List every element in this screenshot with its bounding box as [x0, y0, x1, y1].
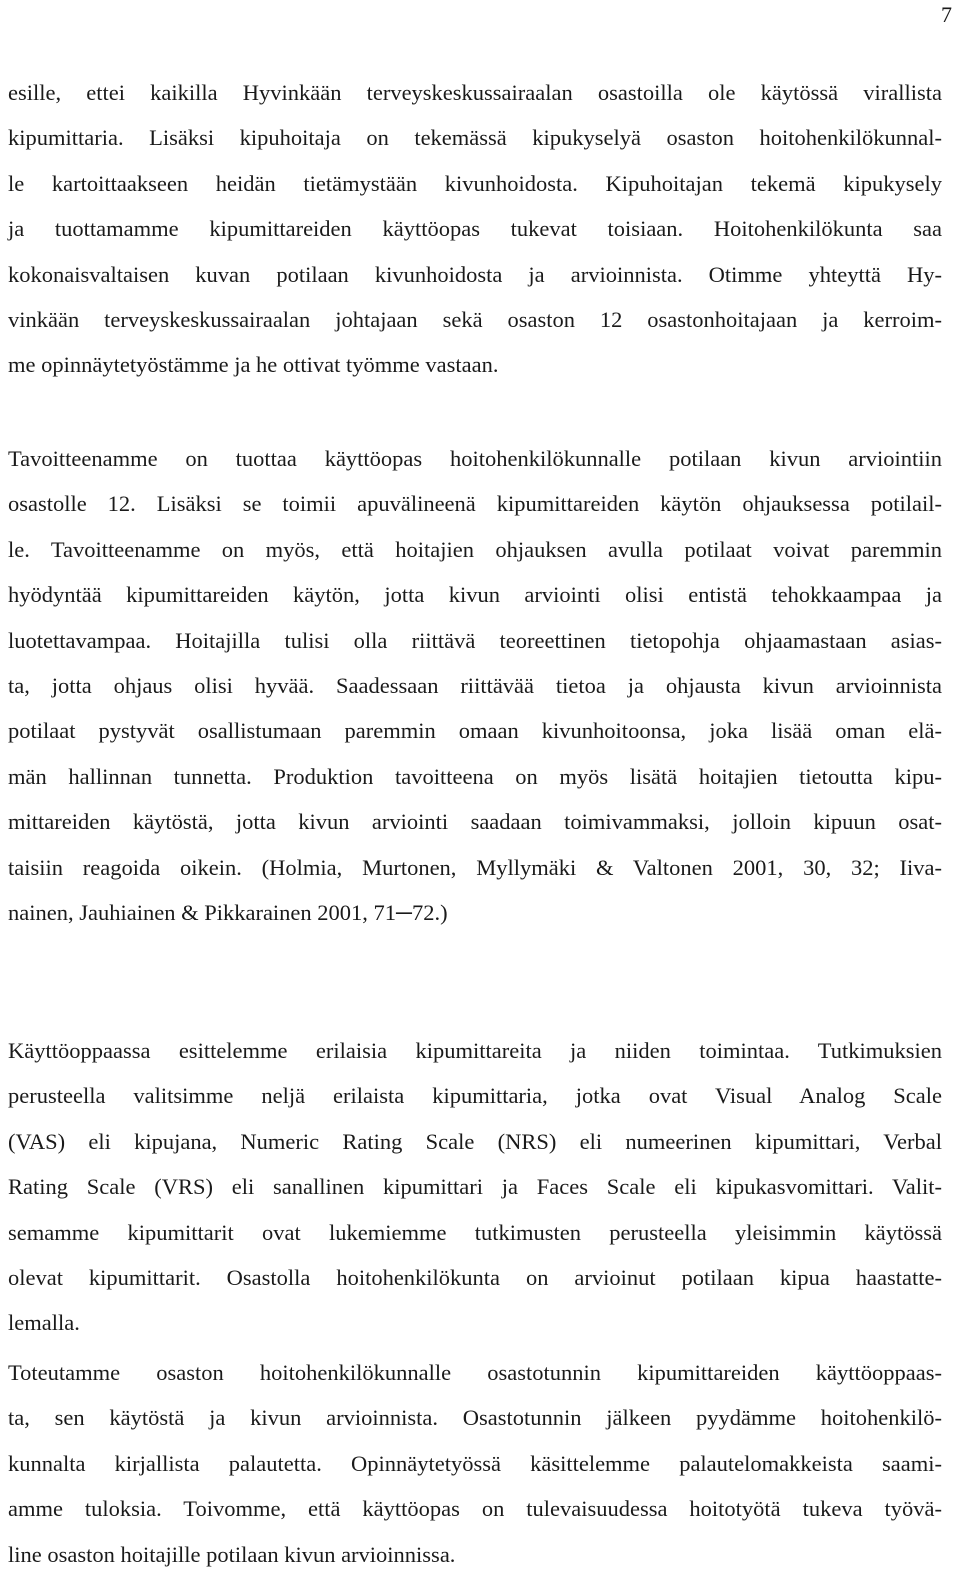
text-line: amme tuloksia. Toivomme, että käyttöopas on tulevaisuudessa hoitotyötä tukeva työvä-: [8, 1496, 942, 1522]
text-line: kipumittaria. Lisäksi kipuhoitaja on tekemässä kipukyselyä osaston hoitohenkilökunnal-: [8, 125, 942, 151]
text-line: kokonaisvaltaisen kuvan potilaan kivunhoidosta ja arvioinnista. Otimme yhteyttä Hy-: [8, 261, 942, 287]
text-line: luotettavampaa. Hoitajilla tulisi olla riittävä teoreettinen tietopohja ohjaamastaan asias-: [8, 627, 942, 653]
text-line: line osaston hoitajille potilaan kivun arvioinnissa.: [8, 1541, 456, 1567]
text-line: kunnalta kirjallista palautetta. Opinnäytetyössä käsittelemme palautelomakkeista saami-: [8, 1450, 942, 1476]
paragraph-3: [8, 1028, 942, 1346]
text-line: lemalla.: [8, 1310, 80, 1336]
text-line: ta, sen käytöstä ja kivun arvioinnista. Osastotunnin jälkeen pyydämme hoitohenkilö-: [8, 1405, 942, 1431]
text-line: Tavoitteenamme on tuottaa käyttöopas hoitohenkilökunnalle potilaan kivun arviointiin: [8, 446, 942, 471]
text-line: (VAS) eli kipujana, Numeric Rating Scale (NRS) eli numeerinen kipumittari, Verbal: [8, 1128, 942, 1154]
text-line: me opinnäytetyöstämme ja he ottivat työmme vastaan.: [8, 352, 499, 378]
paragraph-2: [8, 436, 942, 935]
text-line: osastolle 12. Lisäksi se toimii apuvälineenä kipumittareiden käytön ohjauksessa potilail-: [8, 491, 942, 517]
text-line: Rating Scale (VRS) eli sanallinen kipumittari ja Faces Scale eli kipukasvomittari. Valit-: [8, 1174, 942, 1200]
text-line: mittareiden käytöstä, jotta kivun arviointi saadaan toimivammaksi, jolloin kipuun osat-: [8, 809, 942, 835]
text-line: perusteella valitsimme neljä erilaista kipumittaria, jotka ovat Visual Analog Scale: [8, 1083, 942, 1109]
text-line: ja tuottamamme kipumittareiden käyttöopas tukevat toisiaan. Hoitohenkilökunta saa: [8, 216, 942, 242]
text-line: taisiin reagoida oikein. (Holmia, Murtonen, Myllymäki & Valtonen 2001, 30, 32; Iiva-: [8, 854, 942, 880]
text-line: nainen, Jauhiainen & Pikkarainen 2001, 71─72.): [8, 899, 448, 925]
text-line: Toteutamme osaston hoitohenkilökunnalle osastotunnin kipumittareiden käyttöoppaas-: [8, 1360, 942, 1385]
text-line: vinkään terveyskeskussairaalan johtajaan sekä osaston 12 osastonhoitajaan ja kerroim-: [8, 306, 942, 332]
paragraph-1: [8, 70, 942, 388]
paragraph-4: [8, 1350, 942, 1577]
page-number: 7: [941, 2, 952, 27]
text-line: ta, jotta ohjaus olisi hyvää. Saadessaan riittävää tietoa ja ohjausta kivun arvioinnista: [8, 672, 942, 698]
text-line: potilaat pystyvät osallistumaan paremmin omaan kivunhoitoonsa, joka lisää oman elä-: [8, 718, 942, 744]
text-line: le kartoittaakseen heidän tietämystään kivunhoidosta. Kipuhoitajan tekemä kipukysely: [8, 170, 942, 196]
text-line: Käyttöoppaassa esittelemme erilaisia kipumittareita ja niiden toimintaa. Tutkimuksien: [8, 1038, 942, 1063]
text-line: esille, ettei kaikilla Hyvinkään terveyskeskussairaalan osastoilla ole käytössä virallista: [8, 80, 942, 105]
text-line: olevat kipumittarit. Osastolla hoitohenkilökunta on arvioinut potilaan kipua haastatte-: [8, 1264, 942, 1290]
text-line: semamme kipumittarit ovat lukemiemme tutkimusten perusteella yleisimmin käytössä: [8, 1219, 942, 1245]
text-line: hyödyntää kipumittareiden käytön, jotta kivun arviointi olisi entistä tehokkaampaa ja: [8, 582, 942, 608]
text-line: le. Tavoitteenamme on myös, että hoitajien ohjauksen avulla potilaat voivat paremmin: [8, 536, 942, 562]
text-line: män hallinnan tunnetta. Produktion tavoitteena on myös lisätä hoitajien tietoutta kipu-: [8, 763, 942, 789]
